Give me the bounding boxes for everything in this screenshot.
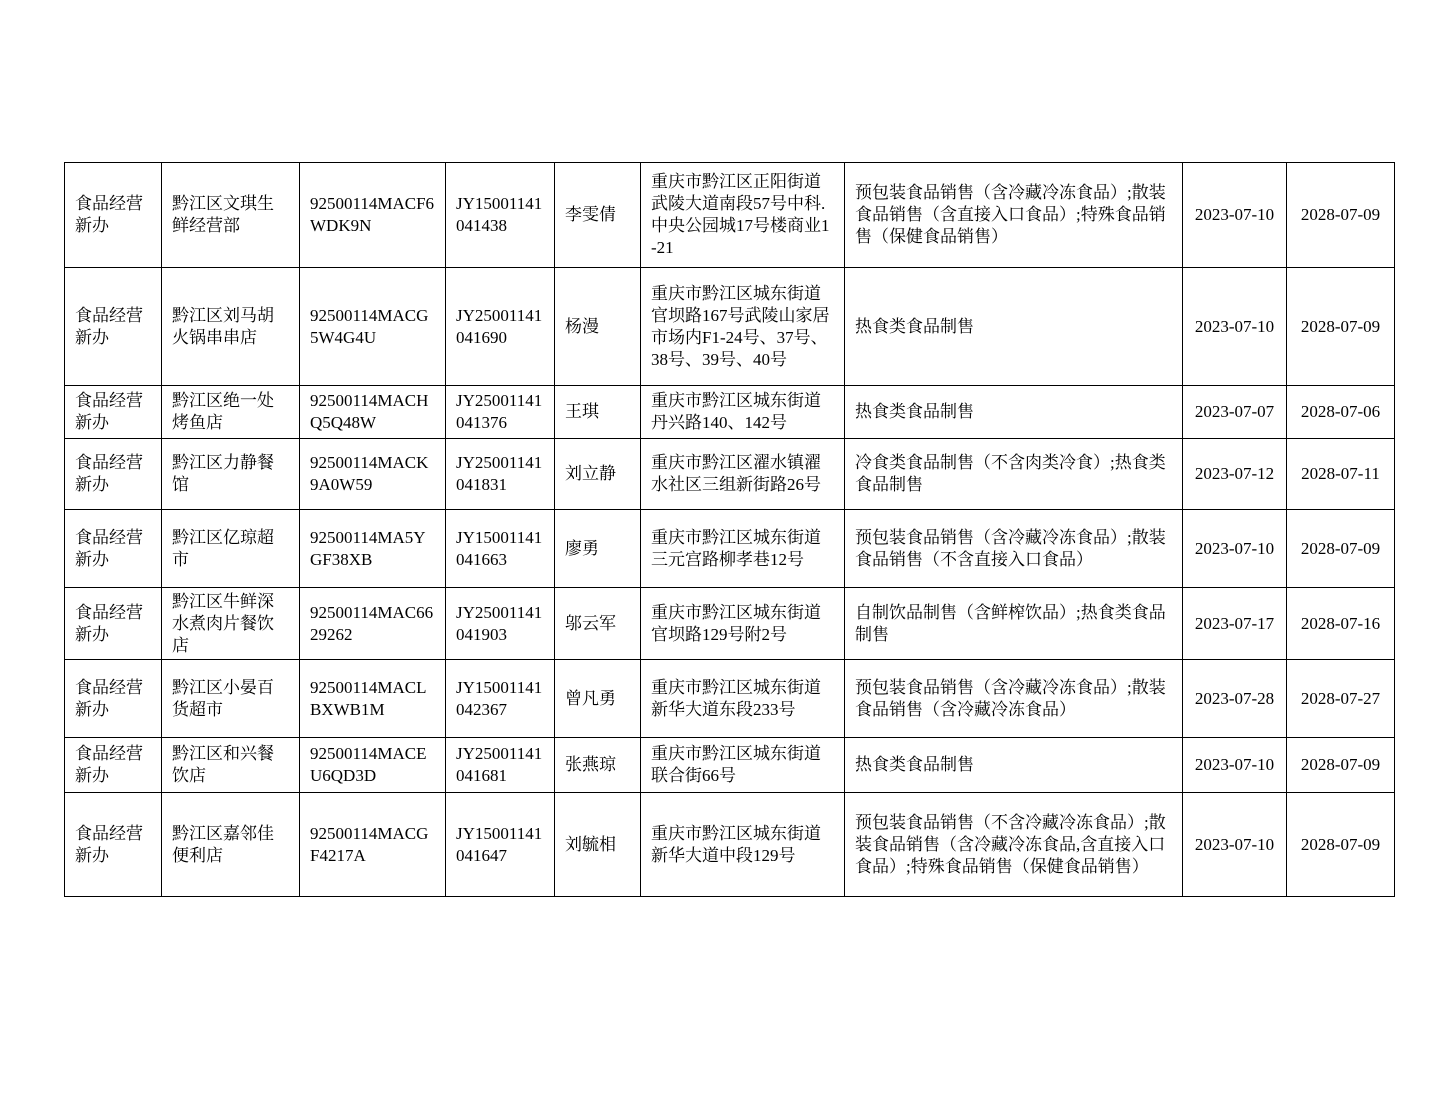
cell-type: 食品经营新办 [65, 386, 162, 439]
cell-credit-code: 92500114MACF6WDK9N [300, 163, 446, 268]
cell-expiry-date: 2028-07-09 [1287, 738, 1395, 793]
cell-expiry-date: 2028-07-16 [1287, 588, 1395, 660]
cell-type: 食品经营新办 [65, 439, 162, 510]
table-row [65, 660, 1395, 738]
table-row [65, 439, 1395, 510]
cell-scope: 冷食类食品制售（不含肉类冷食）;热食类食品制售 [845, 439, 1183, 510]
cell-scope: 自制饮品制售（含鲜榨饮品）;热食类食品制售 [845, 588, 1183, 660]
cell-business-name: 黔江区力静餐馆 [162, 439, 300, 510]
cell-expiry-date: 2028-07-09 [1287, 793, 1395, 897]
cell-person: 曾凡勇 [555, 660, 641, 738]
table-row [65, 386, 1395, 439]
cell-type: 食品经营新办 [65, 793, 162, 897]
table-row [65, 510, 1395, 588]
cell-address: 重庆市黔江区濯水镇濯水社区三组新街路26号 [641, 439, 845, 510]
cell-person: 刘立静 [555, 439, 641, 510]
cell-type: 食品经营新办 [65, 163, 162, 268]
cell-business-name: 黔江区小晏百货超市 [162, 660, 300, 738]
cell-credit-code: 92500114MA5YGF38XB [300, 510, 446, 588]
cell-address: 重庆市黔江区城东街道联合街66号 [641, 738, 845, 793]
cell-expiry-date: 2028-07-11 [1287, 439, 1395, 510]
cell-business-name: 黔江区嘉邻佳便利店 [162, 793, 300, 897]
cell-license-no: JY25001141041903 [446, 588, 555, 660]
cell-issue-date: 2023-07-10 [1183, 738, 1287, 793]
cell-scope: 预包装食品销售（含冷藏冷冻食品）;散装食品销售（不含直接入口食品） [845, 510, 1183, 588]
cell-person: 邬云军 [555, 588, 641, 660]
cell-expiry-date: 2028-07-09 [1287, 510, 1395, 588]
cell-person: 杨漫 [555, 268, 641, 386]
cell-person: 张燕琼 [555, 738, 641, 793]
cell-credit-code: 92500114MACHQ5Q48W [300, 386, 446, 439]
cell-credit-code: 92500114MACEU6QD3D [300, 738, 446, 793]
cell-address: 重庆市黔江区城东街道三元宫路柳孝巷12号 [641, 510, 845, 588]
cell-license-no: JY15001141041647 [446, 793, 555, 897]
cell-business-name: 黔江区牛鲜深水煮肉片餐饮店 [162, 588, 300, 660]
cell-scope: 预包装食品销售（不含冷藏冷冻食品）;散装食品销售（含冷藏冷冻食品,含直接入口食品）;特殊食品销售（保健食品销售） [845, 793, 1183, 897]
cell-license-no: JY15001141042367 [446, 660, 555, 738]
cell-address: 重庆市黔江区城东街道新华大道中段129号 [641, 793, 845, 897]
cell-type: 食品经营新办 [65, 588, 162, 660]
cell-address: 重庆市黔江区城东街道官坝路129号附2号 [641, 588, 845, 660]
cell-scope: 预包装食品销售（含冷藏冷冻食品）;散装食品销售（含直接入口食品）;特殊食品销售（保健食品销售） [845, 163, 1183, 268]
table-row [65, 163, 1395, 268]
cell-person: 廖勇 [555, 510, 641, 588]
cell-credit-code: 92500114MACG5W4G4U [300, 268, 446, 386]
cell-license-no: JY25001141041831 [446, 439, 555, 510]
cell-scope: 热食类食品制售 [845, 738, 1183, 793]
cell-license-no: JY15001141041663 [446, 510, 555, 588]
cell-type: 食品经营新办 [65, 268, 162, 386]
table-row [65, 738, 1395, 793]
cell-business-name: 黔江区文琪生鲜经营部 [162, 163, 300, 268]
cell-type: 食品经营新办 [65, 738, 162, 793]
table-row [65, 588, 1395, 660]
cell-address: 重庆市黔江区城东街道丹兴路140、142号 [641, 386, 845, 439]
cell-address: 重庆市黔江区城东街道官坝路167号武陵山家居市场内F1-24号、37号、38号、39号、40号 [641, 268, 845, 386]
cell-person: 李雯倩 [555, 163, 641, 268]
cell-business-name: 黔江区刘马胡火锅串串店 [162, 268, 300, 386]
cell-issue-date: 2023-07-12 [1183, 439, 1287, 510]
table-row [65, 268, 1395, 386]
cell-issue-date: 2023-07-10 [1183, 793, 1287, 897]
cell-person: 刘毓相 [555, 793, 641, 897]
cell-expiry-date: 2028-07-09 [1287, 268, 1395, 386]
cell-license-no: JY15001141041438 [446, 163, 555, 268]
cell-business-name: 黔江区亿琼超市 [162, 510, 300, 588]
cell-license-no: JY25001141041376 [446, 386, 555, 439]
cell-business-name: 黔江区绝一处烤鱼店 [162, 386, 300, 439]
cell-person: 王琪 [555, 386, 641, 439]
cell-expiry-date: 2028-07-27 [1287, 660, 1395, 738]
cell-credit-code: 92500114MAC6629262 [300, 588, 446, 660]
food-license-table [64, 162, 1395, 897]
cell-issue-date: 2023-07-10 [1183, 163, 1287, 268]
cell-address: 重庆市黔江区城东街道新华大道东段233号 [641, 660, 845, 738]
cell-business-name: 黔江区和兴餐饮店 [162, 738, 300, 793]
cell-credit-code: 92500114MACLBXWB1M [300, 660, 446, 738]
cell-issue-date: 2023-07-17 [1183, 588, 1287, 660]
cell-scope: 预包装食品销售（含冷藏冷冻食品）;散装食品销售（含冷藏冷冻食品） [845, 660, 1183, 738]
cell-issue-date: 2023-07-10 [1183, 510, 1287, 588]
cell-expiry-date: 2028-07-09 [1287, 163, 1395, 268]
table-row [65, 793, 1395, 897]
cell-type: 食品经营新办 [65, 660, 162, 738]
cell-address: 重庆市黔江区正阳街道武陵大道南段57号中科.中央公园城17号楼商业1-21 [641, 163, 845, 268]
cell-license-no: JY25001141041681 [446, 738, 555, 793]
cell-type: 食品经营新办 [65, 510, 162, 588]
cell-credit-code: 92500114MACGF4217A [300, 793, 446, 897]
cell-scope: 热食类食品制售 [845, 268, 1183, 386]
cell-issue-date: 2023-07-07 [1183, 386, 1287, 439]
cell-credit-code: 92500114MACK9A0W59 [300, 439, 446, 510]
cell-issue-date: 2023-07-10 [1183, 268, 1287, 386]
cell-issue-date: 2023-07-28 [1183, 660, 1287, 738]
cell-expiry-date: 2028-07-06 [1287, 386, 1395, 439]
cell-license-no: JY25001141041690 [446, 268, 555, 386]
cell-scope: 热食类食品制售 [845, 386, 1183, 439]
